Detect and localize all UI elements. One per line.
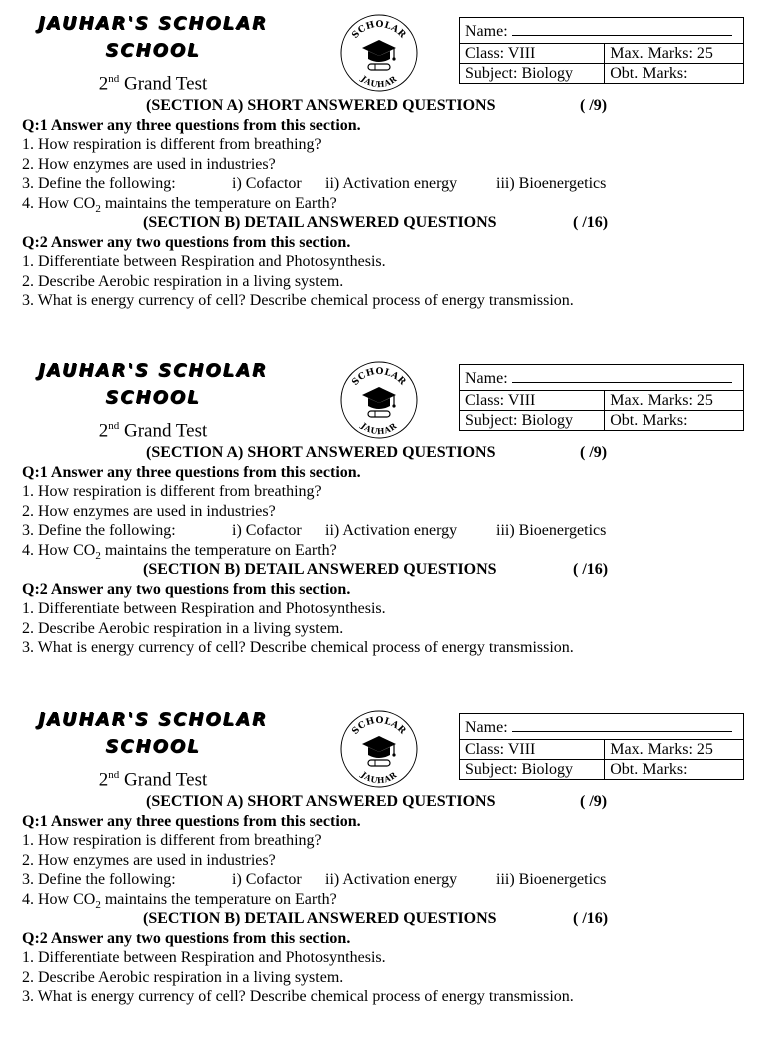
section-a-instruction: Q:1 Answer any three questions from this section. xyxy=(22,463,361,481)
section-b-marks: ( /16) xyxy=(573,214,609,231)
diploma-scroll-icon xyxy=(368,411,390,417)
name-blank-line[interactable] xyxy=(512,368,732,383)
school-logo-seal xyxy=(338,708,420,790)
section-a-title: (SECTION A) SHORT ANSWERED QUESTIONS xyxy=(146,97,496,114)
test-name: Grand Test xyxy=(123,769,208,791)
svg-text:SCHOLAR xyxy=(350,367,407,388)
test-ordinal-suffix: nd xyxy=(108,769,120,781)
section-b-item-3: 3. What is energy currency of cell? Describe chemical process of energy transmission. xyxy=(22,988,574,1005)
section-b-item-2: 2. Describe Aerobic respiration in a living system. xyxy=(22,272,344,290)
section-a-item-2: 2. How enzymes are used in industries? xyxy=(22,155,276,173)
school-name-line1: JAUHAR'S SCHOLAR xyxy=(38,360,268,381)
section-b-item-3: 3. What is energy currency of cell? Describe chemical process of energy transmission. xyxy=(22,639,574,656)
define-term-3: iii) Bioenergetics xyxy=(496,175,607,192)
test-paper-copy-1 xyxy=(0,0,768,341)
svg-text:SCHOLAR xyxy=(350,20,407,41)
logo-text-bottom: JAUHAR xyxy=(359,420,399,437)
item4-text-start: 4. How CO xyxy=(22,541,96,559)
section-a-item-1: 1. How respiration is different from breathing? xyxy=(22,832,322,849)
logo-text-bottom: JAUHAR xyxy=(359,73,399,90)
section-a-item-4 xyxy=(22,890,752,910)
section-a-instruction: Q:1 Answer any three questions from this section. xyxy=(22,812,361,830)
subject-cell: Subject: Biology xyxy=(460,760,605,780)
test-ordinal-suffix: nd xyxy=(108,73,120,85)
obt-marks-cell[interactable]: Obt. Marks: xyxy=(605,411,744,431)
define-term-3: iii) Bioenergetics xyxy=(496,871,607,888)
student-info-table xyxy=(459,713,744,780)
section-b-instruction: Q:2 Answer any two questions from this section. xyxy=(22,929,351,947)
max-marks-cell: Max. Marks: 25 xyxy=(605,740,744,760)
obt-marks-cell[interactable]: Obt. Marks: xyxy=(605,64,744,84)
subject-cell: Subject: Biology xyxy=(460,64,605,84)
item4-text-end: maintains the temperature on Earth? xyxy=(100,194,337,212)
section-a-item-1: 1. How respiration is different from breathing? xyxy=(22,483,322,500)
section-b-item-2: 2. Describe Aerobic respiration in a living system. xyxy=(22,968,344,986)
define-term-2: ii) Activation energy xyxy=(325,522,458,539)
section-a-item-2: 2. How enzymes are used in industries? xyxy=(22,502,276,520)
item4-text-start: 4. How CO xyxy=(22,890,96,908)
section-a-item-4 xyxy=(22,541,752,561)
name-cell[interactable] xyxy=(460,714,744,740)
section-a-item-3 xyxy=(22,521,752,541)
define-term-2: ii) Activation energy xyxy=(325,175,458,192)
section-a-item-4 xyxy=(22,194,752,214)
name-blank-line[interactable] xyxy=(512,717,732,732)
class-cell: Class: VIII xyxy=(460,391,605,411)
item4-subscript: 2 xyxy=(95,549,101,562)
school-name-line1: JAUHAR'S SCHOLAR xyxy=(38,709,268,730)
school-name-line1: JAUHAR'S SCHOLAR xyxy=(38,13,268,34)
max-marks-cell: Max. Marks: 25 xyxy=(605,391,744,411)
item4-subscript: 2 xyxy=(95,202,101,215)
name-label: Name: xyxy=(465,718,508,736)
define-prefix: 3. Define the following: xyxy=(22,175,176,192)
svg-text:JAUHAR xyxy=(358,420,398,436)
subject-cell: Subject: Biology xyxy=(460,411,605,431)
section-b-marks: ( /16) xyxy=(573,910,609,927)
define-term-1: i) Cofactor xyxy=(232,871,302,888)
student-info-table xyxy=(459,17,744,84)
school-header xyxy=(22,706,284,791)
section-b-instruction: Q:2 Answer any two questions from this section. xyxy=(22,580,351,598)
section-a-marks: ( /9) xyxy=(580,793,608,810)
test-ordinal-suffix: nd xyxy=(108,420,120,432)
test-ordinal: 2 xyxy=(98,73,109,95)
logo-text-bottom: JAUHAR xyxy=(359,769,399,786)
define-prefix: 3. Define the following: xyxy=(22,522,176,539)
obt-marks-cell[interactable]: Obt. Marks: xyxy=(605,760,744,780)
define-term-1: i) Cofactor xyxy=(232,522,302,539)
question-body xyxy=(22,792,752,1007)
section-a-marks: ( /9) xyxy=(580,444,608,461)
section-b-item-1: 1. Differentiate between Respiration and Photosynthesis. xyxy=(22,600,386,617)
logo-text-top: SCHOLAR xyxy=(350,19,408,41)
section-a-item-3 xyxy=(22,870,752,890)
section-a-title: (SECTION A) SHORT ANSWERED QUESTIONS xyxy=(146,793,496,810)
name-cell[interactable] xyxy=(460,365,744,391)
section-b-item-1: 1. Differentiate between Respiration and Photosynthesis. xyxy=(22,949,386,966)
max-marks-cell: Max. Marks: 25 xyxy=(605,44,744,64)
section-a-heading xyxy=(22,443,752,463)
section-b-heading xyxy=(22,213,752,233)
svg-text:JAUHAR xyxy=(358,769,398,785)
graduation-cap-icon xyxy=(362,736,396,758)
section-a-item-1: 1. How respiration is different from breathing? xyxy=(22,136,322,153)
section-b-title: (SECTION B) DETAIL ANSWERED QUESTIONS xyxy=(143,561,497,578)
test-name: Grand Test xyxy=(123,420,208,442)
test-title xyxy=(22,68,284,95)
school-logo-seal xyxy=(338,12,420,94)
section-b-marks: ( /16) xyxy=(573,561,609,578)
question-body xyxy=(22,443,752,658)
name-label: Name: xyxy=(465,22,508,40)
section-a-item-3 xyxy=(22,174,752,194)
section-b-heading xyxy=(22,909,752,929)
section-b-title: (SECTION B) DETAIL ANSWERED QUESTIONS xyxy=(143,910,497,927)
school-name-line2: SCHOOL xyxy=(105,387,201,408)
section-b-item-1: 1. Differentiate between Respiration and Photosynthesis. xyxy=(22,253,386,270)
test-title xyxy=(22,415,284,442)
section-b-title: (SECTION B) DETAIL ANSWERED QUESTIONS xyxy=(143,214,497,231)
school-name-line2: SCHOOL xyxy=(105,40,201,61)
section-a-marks: ( /9) xyxy=(580,97,608,114)
section-b-item-2: 2. Describe Aerobic respiration in a living system. xyxy=(22,619,344,637)
test-title xyxy=(22,764,284,791)
name-label: Name: xyxy=(465,369,508,387)
section-b-instruction: Q:2 Answer any two questions from this section. xyxy=(22,233,351,251)
class-cell: Class: VIII xyxy=(460,740,605,760)
test-name: Grand Test xyxy=(123,73,208,95)
graduation-cap-icon xyxy=(362,387,396,409)
test-paper-copy-3 xyxy=(0,696,768,1037)
svg-text:SCHOLAR xyxy=(350,716,407,737)
diploma-scroll-icon xyxy=(368,64,390,70)
test-ordinal: 2 xyxy=(98,420,109,442)
define-term-3: iii) Bioenergetics xyxy=(496,522,607,539)
define-term-1: i) Cofactor xyxy=(232,175,302,192)
logo-text-top: SCHOLAR xyxy=(350,715,408,737)
name-cell[interactable] xyxy=(460,18,744,44)
svg-text:JAUHAR xyxy=(358,73,398,89)
section-a-title: (SECTION A) SHORT ANSWERED QUESTIONS xyxy=(146,444,496,461)
student-info-table xyxy=(459,364,744,431)
question-body xyxy=(22,96,752,311)
school-header xyxy=(22,10,284,95)
item4-subscript: 2 xyxy=(95,898,101,911)
graduation-cap-icon xyxy=(362,40,396,62)
section-a-item-2: 2. How enzymes are used in industries? xyxy=(22,851,276,869)
diploma-scroll-icon xyxy=(368,760,390,766)
school-name-line2: SCHOOL xyxy=(105,736,201,757)
section-a-heading xyxy=(22,792,752,812)
test-ordinal: 2 xyxy=(98,769,109,791)
item4-text-start: 4. How CO xyxy=(22,194,96,212)
section-a-instruction: Q:1 Answer any three questions from this section. xyxy=(22,116,361,134)
school-header xyxy=(22,357,284,442)
item4-text-end: maintains the temperature on Earth? xyxy=(100,890,337,908)
logo-text-top: SCHOLAR xyxy=(350,366,408,388)
define-term-2: ii) Activation energy xyxy=(325,871,458,888)
class-cell: Class: VIII xyxy=(460,44,605,64)
define-prefix: 3. Define the following: xyxy=(22,871,176,888)
school-logo-seal xyxy=(338,359,420,441)
test-paper-copy-2 xyxy=(0,347,768,688)
section-b-heading xyxy=(22,560,752,580)
item4-text-end: maintains the temperature on Earth? xyxy=(100,541,337,559)
section-b-item-3: 3. What is energy currency of cell? Describe chemical process of energy transmission. xyxy=(22,292,574,309)
name-blank-line[interactable] xyxy=(512,21,732,36)
section-a-heading xyxy=(22,96,752,116)
